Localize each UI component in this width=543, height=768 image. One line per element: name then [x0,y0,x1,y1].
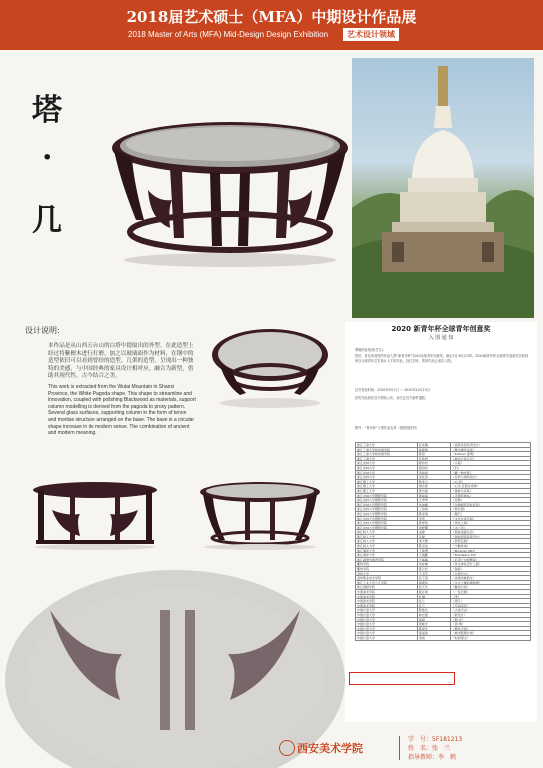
table-cell: 《智能桌面生活》 [451,530,531,535]
table-cell: 陈舒怡 [418,521,451,526]
table-cell: 《大美无言》 [451,608,531,613]
table-cell: 王秀琴 [418,498,451,503]
table-cell: 《逆境造就新生》 [451,576,531,581]
table-cell: 《聚会操作系统》 [451,448,531,453]
table-cell: 周桃宇 [418,622,451,627]
table-cell: 《鱼跃》 [451,567,531,572]
table-cell: 浙江理工大学 [356,489,418,494]
table-cell: 浙江农林大学 [356,466,418,471]
front-view-render [30,480,160,550]
table-cell: 浙江农林大学 [356,475,418,480]
main-table-render [110,120,350,270]
award-notice [345,322,537,722]
table-cell: 刘天雅 [418,539,451,544]
table-cell: 浙江农林大学暨阳学院 [356,498,418,503]
table-cell: 郭志豪 [418,489,451,494]
table-cell: 浙江树人大学 [356,530,418,535]
table-cell: 浙江理工大学 [356,484,418,489]
table-cell: 浙江农林大学暨阳学院 [356,517,418,522]
table-cell: 刘舒娜 [418,526,451,531]
table-cell: 中国计量大学 [356,613,418,618]
table-cell: 《孝》 [451,595,531,600]
closeup-glass-render [10,570,340,730]
table-cell: 孟婕 [418,535,451,540]
table-cell: 李林涵 [418,471,451,476]
table-cell: 《再生之境》 [451,521,531,526]
table-cell: 《居然花园》 [451,539,531,544]
table-cell: 《心灵·花园生命体》 [451,484,531,489]
table-cell: 张天乐 [418,585,451,590]
table-cell: 《让我空白》 [451,572,531,577]
table-cell: 《繁华不惜》 [451,627,531,632]
notice-paragraph-5: 附件：“青年杯”入围作品名单（按院校排列） [355,426,419,430]
school-name: 西安美术学院 [297,742,363,755]
table-cell: 《Modular LED》 [451,549,531,554]
table-cell: 浙江农林大学暨阳学院 [356,512,418,517]
table-cell: 《思·情》 [451,622,531,627]
work-title-char1: 塔 [32,93,62,128]
table-cell: 《Kitchen 照明》 [451,452,531,457]
table-cell: 《城市日常生活》 [451,457,531,462]
table-cell: 王书宇 [418,572,451,577]
table-cell: 浙江财经学院 [356,585,418,590]
table-cell: 陈星光 [418,627,451,632]
table-cell: 浙江海洋大学 [356,553,418,558]
exhibition-subtitle: 2018 Master of Arts (MFA) Mid-Design Design Exhibition [128,30,329,39]
table-cell: 中国计量大学 [356,608,418,613]
table-cell: 孟婕 [418,530,451,535]
notice-paragraph-2: 您好，首先恭喜您的作品入围“新青年杯”2020全球青年创意奖。截止5月30日12时，2020新青年杯全球青年创意奖共收到来自全球青年艺术设计人才的作品，经过初评，您的作品已成功入围。 [355,354,529,363]
table-cell: 顾诗纷 [418,466,451,471]
table-cell: 《一张旧图》 [451,590,531,595]
table-cell: 吴雪 [418,517,451,522]
table-cell: 陈元纪 [418,567,451,572]
table-cell: 《生态土壤监测装置》 [451,581,531,586]
table-cell: 衢州学院 [356,562,418,567]
table-cell: 中国美术学院 [356,604,418,609]
table-cell: 中国美术学院 [356,595,418,600]
table-cell: 《Dandelion Kit》 [451,553,531,558]
table-cell: 中国计量大学 [356,622,418,627]
table-cell: 胡志豪 [418,484,451,489]
notice-subheading: 入 围 通 知 [428,335,454,341]
table-cell: 《归》 [451,466,531,471]
table-cell: 陈彦云 [418,480,451,485]
table-cell: 张子淇 [418,576,451,581]
header-banner [0,0,543,50]
table-cell: 《有机与建筑设计》 [451,475,531,480]
table-cell: 《木之声》 [451,526,531,531]
notice-paragraph-1: 尊敬的参赛者(学生)： [355,348,387,352]
table-cell: 浙江农林大学 [356,461,418,466]
student-id: 学 号：5F181213 [408,736,463,743]
table-cell: 《触觉日常》 [451,585,531,590]
table-cell: 蒋嘉伟 [418,581,451,586]
table-cell: 张家楠 [418,443,451,448]
table-cell: 张兰 [418,599,451,604]
table-cell: 浙江工商大学 [356,457,418,462]
table-cell: 《桥空园》 [451,507,531,512]
table-cell: 《白·夜》 [451,480,531,485]
table-cell: 中国计量大学 [356,636,418,641]
table-cell: 《浮物》 [451,498,531,503]
table-cell: 中国美术学院 [356,599,418,604]
table-cell: 张欣妍 [418,457,451,462]
table-cell: 叶琳 [418,595,451,600]
description-label: 设计说明: [25,326,60,335]
table-cell: 温州职业技术学院 [356,576,418,581]
table-cell: 《无限延展系》 [451,494,531,499]
table-cell: 浙江农林大学暨阳学院 [356,494,418,499]
footer [0,730,543,768]
table-cell: 杨晨 [418,618,451,623]
table-cell: 吴张涛 [418,475,451,480]
table-cell: 陈思 [418,452,451,457]
table-cell: 浙江工商大学杭州商学院 [356,452,418,457]
table-cell: 浙江工商大学 [356,443,418,448]
table-cell: 《生物循环回收系统》 [451,503,531,508]
description-en: This work is extracted from the Wutai Mountain in Shanxi Province, the White Pagoda shape. This shape to streamline and innovation, coupled with polishing Blackwood as materials, support column modelling is derived from the pagoda to proxy pattern. Several glass surfaces, supporting column in the form of tenon and mortise structure arranged on the base. The base is a circular shape increase in its modern sense. The combination of ancient and modern meaning. [48,384,196,437]
table-cell: 陆江枫 [418,590,451,595]
table-cell: 浙江农林大学暨阳学院 [356,526,418,531]
table-cell: 王晨鹏 [418,553,451,558]
table-cell: 《祖传家居系列设计》 [451,443,531,448]
table-cell: 顾诗纷 [418,461,451,466]
table-cell: 《空间造景》 [451,604,531,609]
table-cell: 《塔几》 [451,599,531,604]
table-cell: 朱淑娴 [418,503,451,508]
table-cell: 夏丽美 [418,631,451,636]
table-cell: 中国计量大学 [356,627,418,632]
table-cell: 浙江工业大学之江学院 [356,581,418,586]
table-cell: 《影·光》 [451,618,531,623]
table-cell: 陈家琪 [418,512,451,517]
top-view-render [210,325,330,410]
table-cell: 何亦楷 [418,562,451,567]
exhibition-title: 2018届艺术硕士（MFA）中期设计作品展 [126,8,417,26]
table-cell: 《后退之中的繁荣》 [451,558,531,563]
table-cell: 郭丽丽 [418,494,451,499]
table-cell: 刘雨 [418,636,451,641]
table-cell: 《时间观念》 [451,636,531,641]
table-cell: 杨颖婷 [418,448,451,453]
table-cell: 温州大学 [356,572,418,577]
table-cell: 《陶艺》 [451,512,531,517]
table-cell: 《森林与家具》 [451,489,531,494]
work-title-dot: · [42,140,53,175]
table-cell: 《藏一物坐客》 [451,471,531,476]
notice-paragraph-4: 获奖作品将在官方网站公布，请关注官方邮件通知。 [355,396,429,400]
table-cell: 浙江理工大学 [356,480,418,485]
table-cell: 浙江海洋大学 [356,549,418,554]
table-cell: 《小院》 [451,461,531,466]
notice-paragraph-3: 证书发放时间：2020年9月1日 ～ 2020年10月15日 [355,388,431,392]
table-cell: 浙江农林大学暨阳学院 [356,507,418,512]
table-cell: 浙江树人大学 [356,535,418,540]
table-cell: 浙江树人大学 [356,544,418,549]
table-cell: 中国计量大学 [356,618,418,623]
table-cell: 丁思雨 [418,507,451,512]
winners-table [355,442,531,641]
advisor-name: 指导教师：李 鹤 [408,754,457,761]
table-cell: 《智能居家系统设计》 [451,535,531,540]
table-cell: 衢州学院 [356,567,418,572]
table-cell: 浙江工商大学杭州商学院 [356,448,418,453]
table-cell: 陈宏远 [418,544,451,549]
footer-divider [399,736,400,760]
school-logo-icon [279,740,295,756]
table-cell: 《伴生体系设计工程》 [451,562,531,567]
table-cell: 张兰 [418,604,451,609]
table-cell: 《文化共享空间》 [451,517,531,522]
description-cn: 本作品是从山西五台山的白塔中提取出的外型。在此造型上经过将紫檀木进行打磨，加之以玻璃面作为材料，在钢中的造型依旧可以看到曾经的造型。几架的造型，呈现出一种独特的美感，与中国经典的家具设计相呼应，融合为新型，借助其现代性，古今结合之美。 [48,343,194,380]
table-cell: 林志强 [418,613,451,618]
table-cell: 浙江树人大学 [356,539,418,544]
white-pagoda-photo [352,58,534,318]
field-tag: 艺术设计领域 [343,28,399,41]
student-name: 姓 名：张 兰 [408,745,451,752]
table-cell: 浙江农林大学暨阳学院 [356,503,418,508]
table-row [356,636,531,641]
table-cell: 《城市肌理计划》 [451,631,531,636]
side-view-render [195,480,325,550]
table-cell: 浙江越秀外国语学院 [356,558,418,563]
table-cell: 《宁静休闲》 [451,544,531,549]
highlight-box [349,672,455,685]
table-cell: 浙江农林大学 [356,471,418,476]
table-cell: 《新设计》 [451,613,531,618]
table-cell: 陈俊达 [418,608,451,613]
table-cell: 中国美术学院 [356,590,418,595]
table-cell: 中国计量大学 [356,631,418,636]
table-cell: 丁俊博 [418,549,451,554]
notice-heading: 2020 新青年杯全球青年创意奖 [391,325,491,333]
table-cell: 王霜霜 [418,558,451,563]
table-cell: 浙江农林大学暨阳学院 [356,521,418,526]
work-title-char2: 几 [32,203,62,238]
